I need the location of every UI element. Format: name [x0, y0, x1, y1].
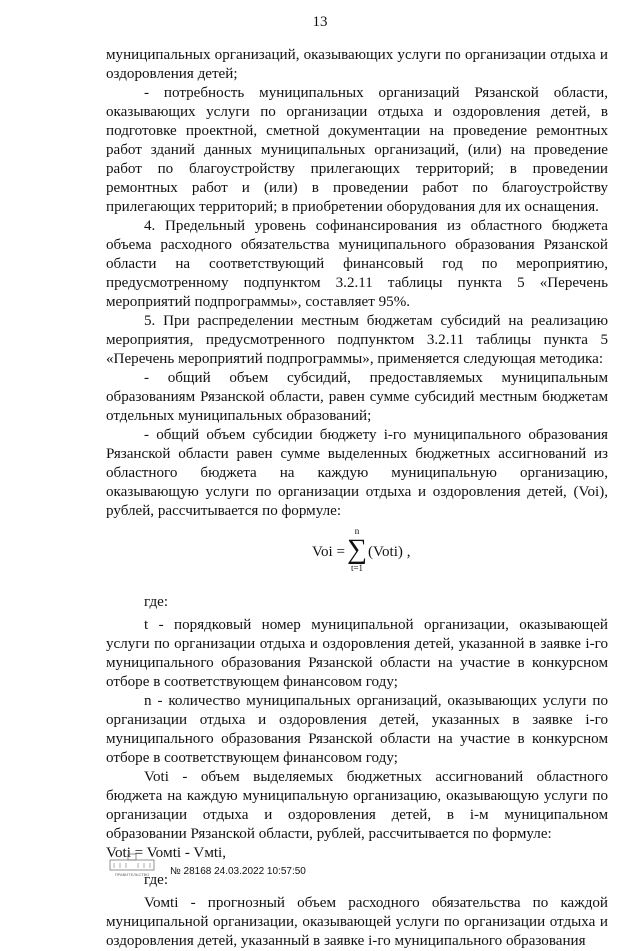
paragraph: - общий объем субсидий, предоставляемых муниципальным образованиям Рязанской области, равен сумме субсидий местным бюджетам отдельных муниципальных образований; [106, 370, 608, 424]
page-number: 13 [312, 14, 328, 30]
stamp-text: ПРАВИТЕЛЬСТВО [114, 872, 150, 877]
paragraph: 5. При распределении местным бюджетам субсидий на реализацию мероприятия, предусмотренного подпунктом 3.2.11 таблицы пункта 5 «Перечень мероприятий подпрограммы», применяется следующая методика: [106, 313, 608, 367]
paragraph: Voмti - прогнозный объем расходного обязательства по каждой муниципальной организации, оказывающей услуги по организации отдыха и оздоровления детей, указанный в заявке i-го муниципального образования [106, 895, 608, 949]
paragraph: - потребность муниципальных организаций Рязанской области, оказывающих услуги по организации отдыха и оздоровления детей, в подготовке проектной, сметной документации на проведение ремонтных работ зданий данных муниципальных организаций, (или) на проведение работ по благоустройству прилегающих территорий; в проведении ремонтных работ и (или) в проведении работ по благоустройству прилегающих территорий; в приобретении оборудования для их оснащения. [106, 85, 608, 215]
formula-rhs: (Voti) , [368, 544, 411, 560]
formula-voi [106, 521, 608, 585]
paragraph: - общий объем субсидии бюджету i-го муниципального образования Рязанской области равен сумме выделенных бюджетных ассигнований из областного бюджета на каждую муниципальную организацию, оказывающую услуги по организации отдыха и оздоровления детей, (Voi), рублей, рассчитывается по формуле: [106, 427, 608, 519]
summation-sign [346, 527, 368, 573]
paragraph: t - порядковый номер муниципальной организации, оказывающей услуги по организации отдыха и оздоровления детей, указанной в заявке i-го муниципального образования Рязанской области на участие в конкурсном отборе в соответствующем финансовом году; [106, 617, 608, 690]
paragraph: 4. Предельный уровень софинансирования из областного бюджета объема расходного обязательства муниципального образования Рязанской области на соответствующий финансовый год по мероприятию, предусмотренному подпунктом 3.2.11 таблицы пункта 5 «Перечень мероприятий подпрограммы», составляет 95%. [106, 218, 608, 310]
sum-lower-limit: t=1 [350, 563, 364, 573]
formula-lhs: Voi = [312, 544, 345, 560]
sum-upper-limit: n [354, 526, 360, 536]
formula-voti: Voti = Voмti - Vмti, [106, 845, 227, 861]
government-stamp-icon [108, 852, 156, 878]
sigma-symbol: ∑ [347, 534, 367, 565]
document-body [106, 46, 608, 951]
paragraph: Voti - объем выделяемых бюджетных ассигнований областного бюджета на каждую муниципальную организацию, оказывающую услуги по организации отдыха и оздоровления детей, в i-м муниципальном образовании Рязанской области, рублей, рассчитывается по формуле: [106, 769, 608, 842]
paragraph: муниципальных организаций, оказывающих услуги по организации отдыха и оздоровления детей; [106, 47, 608, 82]
document-registration-footer: № 28168 24.03.2022 10:57:50 [170, 866, 306, 877]
paragraph: n - количество муниципальных организаций, оказывающих услуги по организации отдыха и оздоровления детей, указанных в заявке i-го муниципального образования Рязанской области на участие в конкурсном отборе в соответствующем финансовом году; [106, 693, 608, 766]
where-label: где: [144, 594, 169, 610]
where-label: где: [144, 872, 169, 888]
